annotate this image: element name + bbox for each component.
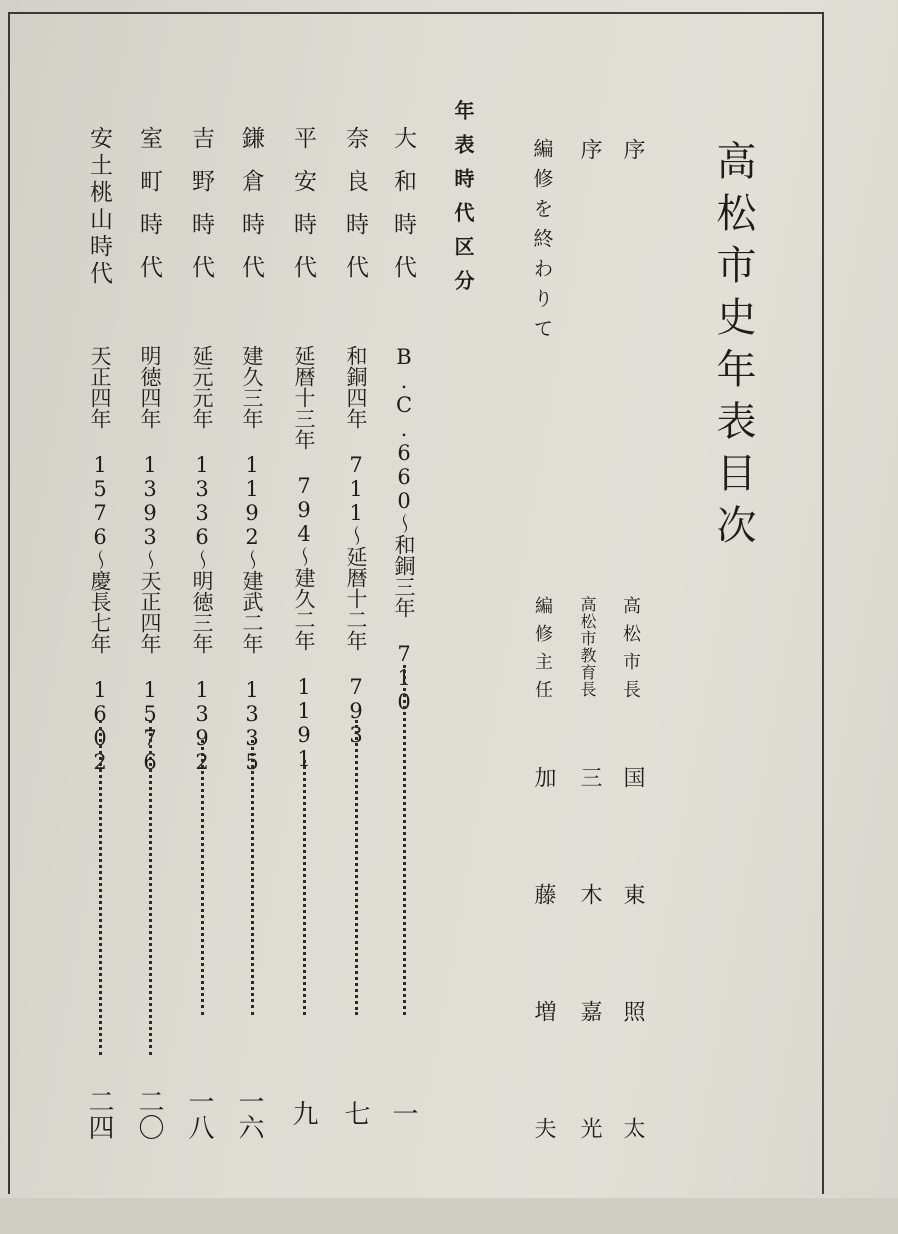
page-number: 七: [340, 1100, 370, 1126]
dot-leader: [355, 720, 362, 1015]
era-range: 和銅四年 711〜延暦十二年 793: [344, 345, 368, 747]
era-label[interactable]: 鎌倉時代: [238, 126, 264, 298]
afterword-title[interactable]: 編修を終わりて: [530, 138, 554, 348]
page-number: 二四: [84, 1088, 114, 1140]
preface-author-role: 高松市教育長: [578, 596, 597, 698]
preface-author-name: 三木嘉光: [577, 766, 602, 1234]
era-range: 明徳四年 1393〜天正四年 1576: [138, 345, 162, 774]
era-label[interactable]: 平安時代: [290, 126, 316, 298]
section-heading: 年表時代区分: [451, 100, 475, 304]
era-range: 延暦十三年 794〜建久二年 1191: [292, 345, 316, 771]
dot-leader: [149, 720, 156, 1055]
page-number: 二〇: [134, 1088, 164, 1140]
era-label[interactable]: 奈良時代: [342, 126, 368, 298]
page-number: 一: [388, 1100, 418, 1126]
era-label[interactable]: 吉野時代: [188, 126, 214, 298]
era-range: 天正四年 1576〜慶長七年 1602: [88, 345, 112, 774]
dot-leader: [201, 740, 208, 1015]
page-number: 一八: [184, 1088, 214, 1140]
page-title: 高松市史年表目次: [710, 140, 756, 556]
preface-author-name: 国東照太: [620, 766, 645, 1234]
page-frame: [8, 12, 824, 1194]
preface-title[interactable]: 序: [620, 138, 645, 160]
preface-author-role: 高松市長: [620, 596, 641, 708]
dot-leader: [99, 720, 106, 1055]
era-range: 建久三年 1192〜建武二年 1335: [240, 345, 264, 774]
era-label[interactable]: 室町時代: [136, 126, 162, 298]
page-number: 一六: [234, 1088, 264, 1140]
era-range: B.C.660〜和銅三年 710: [392, 345, 416, 714]
afterword-author-name: 加藤増夫: [531, 766, 556, 1234]
dot-leader: [403, 665, 410, 1015]
dot-leader: [303, 760, 310, 1015]
preface-title[interactable]: 序: [577, 138, 602, 160]
page-number: 九: [288, 1100, 318, 1126]
afterword-author-role: 編修主任: [532, 596, 553, 708]
era-range: 延元元年 1336〜明徳三年 1392: [190, 345, 214, 774]
era-label[interactable]: 安土桃山時代: [86, 126, 112, 288]
era-label[interactable]: 大和時代: [390, 126, 416, 298]
dot-leader: [251, 740, 258, 1015]
